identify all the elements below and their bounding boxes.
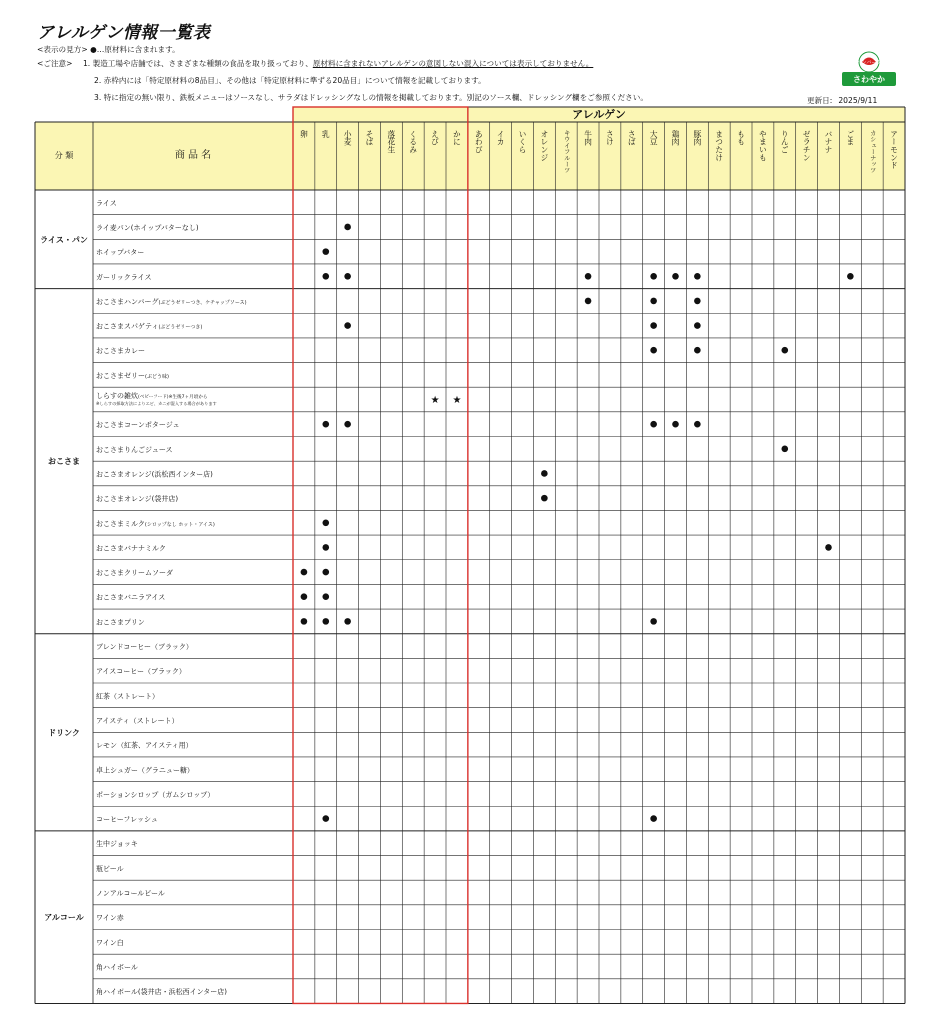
note-1-text: 1. 製造工場や店舗では、さまざまな種類の食品を取り扱っており、 <box>82 59 313 68</box>
product-name-text: ポーションシロップ（ガムシロップ） <box>96 790 215 799</box>
allergen-mark-dot <box>694 322 701 329</box>
product-name-text: ライス <box>96 199 117 208</box>
allergen-mark-dot <box>694 298 701 305</box>
allergen-header: 鶏肉 <box>671 130 680 146</box>
allergen-mark-dot <box>650 298 657 305</box>
product-name <box>96 717 179 725</box>
product-name <box>96 643 193 651</box>
product-name-text: 生中ジョッキ <box>96 840 138 849</box>
product-name <box>96 446 173 454</box>
product-name <box>96 816 158 824</box>
allergen-mark-dot <box>650 421 657 428</box>
product-name-text: ブレンドコーヒー（ブラック） <box>96 643 193 652</box>
allergen-mark-dot <box>322 544 329 551</box>
product-name-text: 紅茶（ストレート） <box>96 692 159 701</box>
product-name <box>96 668 186 676</box>
page-title: アレルゲン情報一覧表 <box>37 23 211 43</box>
product-name <box>96 391 208 400</box>
product-name-text: おこさまコーンポタージュ <box>96 421 180 430</box>
product-name <box>96 618 145 626</box>
allergen-mark-dot <box>781 347 788 354</box>
allergen-mark-dot <box>301 569 308 576</box>
note-2: 2. 赤枠内には「特定原材料の8品目」、その他は「特定原材料に準ずる20品目」について情報を記載しております。 <box>94 76 486 85</box>
allergen-mark-dot <box>825 544 832 551</box>
product-name-text: ガーリックライス <box>96 273 152 282</box>
product-name <box>96 544 166 552</box>
notice-label: <ご注意> <box>37 59 73 68</box>
product-name-text: おこさまスパゲティ <box>96 322 159 331</box>
allergen-mark-dot <box>694 421 701 428</box>
product-name-text: コーヒーフレッシュ <box>96 815 158 824</box>
allergen-mark-dot <box>322 569 329 576</box>
product-name <box>96 520 215 528</box>
product-name <box>96 691 159 700</box>
product-name-text: おこさまバナナミルク <box>96 544 166 553</box>
allergen-header: 落花生 <box>386 130 396 154</box>
allergen-mark-dot <box>650 815 657 822</box>
allergen-header: バナナ <box>824 130 833 154</box>
allergen-header: あわび <box>474 130 484 154</box>
allergen-mark-dot <box>322 815 329 822</box>
allergen-header: りんご <box>780 130 790 154</box>
product-name-text: 卓上シュガー（グラニュー糖） <box>96 766 194 775</box>
allergen-mark-dot <box>344 224 351 231</box>
allergen-mark-dot <box>672 273 679 280</box>
allergen-header: そば <box>365 130 374 146</box>
product-name <box>96 199 117 207</box>
allergen-header: 大豆 <box>649 130 659 146</box>
product-name-text: ワイン赤 <box>96 914 124 923</box>
product-name <box>96 987 227 996</box>
product-name-text: おこさまゼリー <box>96 371 145 380</box>
product-name-text: おこさまオレンジ(袋井店) <box>96 495 179 504</box>
allergen-header: もも <box>736 130 746 146</box>
allergen-mark-dot <box>322 519 329 526</box>
product-name <box>96 323 202 331</box>
allergen-header: いくら <box>518 130 527 154</box>
allergen-header: オレンジ <box>539 130 549 162</box>
allergen-header: えび <box>430 130 440 146</box>
allergen-mark-dot <box>650 273 657 280</box>
allergen-mark-dot <box>301 593 308 600</box>
allergen-header: ゼラチン <box>802 130 812 162</box>
product-name <box>96 347 145 355</box>
category-label: アルコール <box>44 913 84 923</box>
updated-value: 2025/9/11 <box>838 96 878 105</box>
allergen-header: カシューナッツ <box>868 130 876 174</box>
allergen-header: ごま <box>845 130 855 146</box>
product-name-text: 角ハイボール(袋井店・浜松西インター店) <box>96 988 228 997</box>
product-sub: (ベビーフード)※生後7ヶ月頃から <box>138 395 208 401</box>
allergen-mark-dot <box>672 421 679 428</box>
product-name-text: レモン（紅茶、アイスティ用） <box>96 741 193 750</box>
product-name-text: アイスコーヒー（ブラック） <box>96 667 186 676</box>
category-label: ライス・パン <box>40 235 88 245</box>
logo-text: さわやか <box>853 75 885 84</box>
allergen-mark-dot <box>344 322 351 329</box>
product-name <box>96 741 193 750</box>
product-name <box>96 420 180 429</box>
allergen-header: アーモンド <box>889 130 899 169</box>
product-name <box>96 890 165 898</box>
product-sub: (シロップなし ホット・アイス) <box>144 521 215 528</box>
allergen-header: 豚肉 <box>692 130 702 146</box>
product-name <box>96 791 214 799</box>
note-1-underlined: 原材料に含まれないアレルゲンの意図しない混入については表示しておりません。 <box>312 59 594 68</box>
product-name-text: おこさまバニラアイス <box>96 593 166 602</box>
allergen-mark-dot <box>301 618 308 625</box>
allergen-mark-dot <box>781 446 788 453</box>
product-name-text: アイスティ（ストレート） <box>96 716 179 725</box>
product-name-text: ホイップバター <box>96 248 145 257</box>
updated-label: 更新日: <box>807 96 833 105</box>
allergen-mark-dot <box>322 273 329 280</box>
allergen-mark-dot <box>344 273 351 280</box>
allergen-header: やまいも <box>758 130 768 162</box>
header-product: 商 品 名 <box>174 150 212 161</box>
product-name <box>96 569 173 577</box>
allergen-title: アレルゲン <box>572 108 626 121</box>
header-category: 分 類 <box>54 151 74 160</box>
product-name <box>96 913 125 922</box>
allergen-mark-dot <box>585 273 592 280</box>
product-name <box>96 839 138 848</box>
allergen-header: まつたけ <box>714 130 724 162</box>
allergen-mark-dot <box>344 421 351 428</box>
product-name-text: ライ麦パン(ホイップバターなし) <box>96 223 199 232</box>
product-name <box>96 962 138 971</box>
allergen-mark-dot <box>322 248 329 255</box>
product-name-text: ワイン白 <box>96 938 124 947</box>
product-name-text: おこさまプリン <box>96 618 145 627</box>
allergen-mark-dot <box>322 618 329 625</box>
allergen-mark-dot <box>541 495 548 502</box>
product-name-text: おこさまハンバーグ <box>96 297 159 306</box>
allergen-mark-dot <box>585 298 592 305</box>
product-note: ※しらすの採取方法によりエビ、カニが混入する場合があります <box>96 401 217 407</box>
product-name <box>96 273 151 281</box>
allergen-mark-dot <box>847 273 854 280</box>
allergen-mark-dot <box>694 273 701 280</box>
allergen-header: 小麦 <box>343 130 353 146</box>
product-name-text: おこさまクリームソーダ <box>96 569 173 578</box>
product-name <box>96 223 199 232</box>
product-sub: (ぶどうゼリーつき、ケチャップソース) <box>158 299 247 306</box>
allergen-header: 卵 <box>299 130 309 138</box>
product-name-text: 角ハイボール <box>96 963 138 972</box>
product-name-text: しらすの雑炊 <box>96 392 138 401</box>
legend-label: <表示の見方> <box>37 45 88 54</box>
allergen-mark-dot <box>541 470 548 477</box>
product-sub: (ぶどう味) <box>145 373 169 380</box>
allergen-mark-star: ★ <box>430 395 440 407</box>
header-bg <box>35 122 905 190</box>
allergen-header: さけ <box>605 130 615 146</box>
product-name <box>96 469 213 478</box>
product-name-text: おこさまカレー <box>96 347 145 356</box>
logo-badge-text: ハンバーグ <box>856 60 882 66</box>
product-name-text: おこさまりんごジュース <box>96 445 173 454</box>
allergen-mark-dot <box>344 618 351 625</box>
product-name <box>96 938 124 947</box>
product-name-text: 瓶ビール <box>96 864 124 873</box>
allergen-header: さば <box>627 130 637 146</box>
allergen-mark-dot <box>694 347 701 354</box>
product-name <box>96 494 178 503</box>
product-name <box>96 594 165 602</box>
allergen-mark-star: ★ <box>452 395 462 407</box>
allergen-mark-dot <box>650 347 657 354</box>
category-label: おこさま <box>48 457 80 467</box>
product-name <box>96 864 124 873</box>
allergen-header: イカ <box>496 130 506 146</box>
product-name <box>96 765 194 774</box>
product-sub: (ぶどうゼリーつき) <box>158 324 203 331</box>
product-name-text: ノンアルコールビール <box>96 889 165 898</box>
product-name <box>96 298 247 306</box>
category-label: ドリンク <box>48 728 80 738</box>
allergen-header: かに <box>452 130 462 146</box>
allergen-mark-dot <box>322 593 329 600</box>
product-name-text: おこさまミルク <box>96 519 145 528</box>
legend-text: ●…原材料に含まれます。 <box>90 45 180 54</box>
allergen-mark-dot <box>322 421 329 428</box>
product-name-text: おこさまオレンジ(浜松西インター店) <box>96 470 213 479</box>
product-name <box>96 248 144 257</box>
allergen-mark-dot <box>650 322 657 329</box>
allergen-header: くるみ <box>408 130 418 154</box>
allergen-header: 乳 <box>321 130 331 138</box>
allergen-header: 牛肉 <box>583 130 593 146</box>
note-3: 3. 特に指定の無い限り、鉄板メニューはソースなし、サラダはドレッシングなしの情報を掲載しております。別記のソース欄、ドレッシング欄をご参照ください。 <box>94 93 648 102</box>
allergen-mark-dot <box>650 618 657 625</box>
product-name <box>96 372 169 380</box>
allergen-header: キウイフルーツ <box>562 130 570 174</box>
